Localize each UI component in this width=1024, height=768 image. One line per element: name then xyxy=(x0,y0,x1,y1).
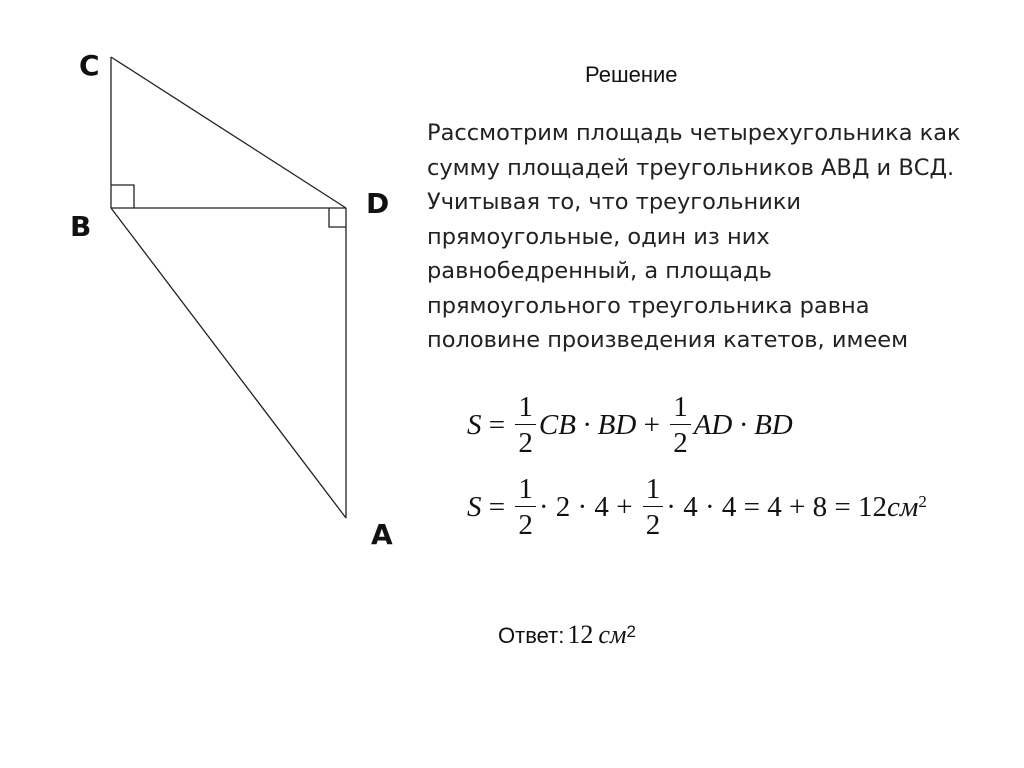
formula-equals: = xyxy=(488,409,506,441)
right-angle-mark-b xyxy=(111,185,134,208)
vertex-label-b: B xyxy=(70,210,92,243)
area-formula-general xyxy=(467,393,793,458)
explanation-line: Рассмотрим площадь четырехугольника как xyxy=(427,120,961,146)
formula-plus: + xyxy=(616,491,633,523)
formula-lhs: S xyxy=(467,491,482,523)
answer-label: Ответ: xyxy=(498,623,565,648)
area-formula-numeric xyxy=(467,475,927,540)
formula-plus: + xyxy=(643,409,660,441)
formula-equals: = xyxy=(488,491,506,523)
explanation-line: равнобедренный, а площадь xyxy=(427,258,772,284)
explanation-line: прямоугольные, один из них xyxy=(427,223,770,250)
segment-cd xyxy=(111,57,346,208)
formula-term-ad-bd: AD · BD xyxy=(693,409,793,441)
answer-value: 12 xyxy=(567,620,594,649)
formula-result: = 4 + 8 = 12 xyxy=(743,491,887,523)
right-angle-mark-d xyxy=(329,208,346,227)
fraction-one-half: $\frac{1}{2}$ xyxy=(515,475,536,540)
answer-unit: см xyxy=(598,620,627,649)
vertex-label-d: D xyxy=(366,187,390,220)
fraction-one-half: $\frac{1}{2}$ xyxy=(515,393,536,458)
solution-explanation xyxy=(427,116,1017,358)
explanation-line: половине произведения катетов, имеем xyxy=(427,327,909,353)
formula-lhs: S xyxy=(467,409,482,441)
explanation-line: сумму площадей треугольников АВД и ВСД. xyxy=(427,154,955,181)
vertex-label-a: A xyxy=(371,518,393,551)
formula-term-2-4: · 2 · 4 xyxy=(538,491,609,523)
formula-term-cb-bd: CB · BD xyxy=(538,409,637,441)
formula-unit: см xyxy=(886,491,919,523)
vertex-label-c: C xyxy=(79,49,100,82)
fraction-one-half: $\frac{1}{2}$ xyxy=(643,475,664,540)
fraction-one-half: $\frac{1}{2}$ xyxy=(670,393,691,458)
answer-line xyxy=(498,620,636,650)
solution-title: Решение xyxy=(585,62,678,87)
explanation-line: Учитывая то, что треугольники xyxy=(427,189,802,215)
explanation-line: прямоугольного треугольника равна xyxy=(427,292,870,319)
segment-ba xyxy=(111,208,346,518)
answer-unit-exponent: 2 xyxy=(626,622,636,641)
formula-unit-exponent: 2 xyxy=(918,491,927,511)
formula-term-4-4: · 4 · 4 xyxy=(666,491,737,523)
